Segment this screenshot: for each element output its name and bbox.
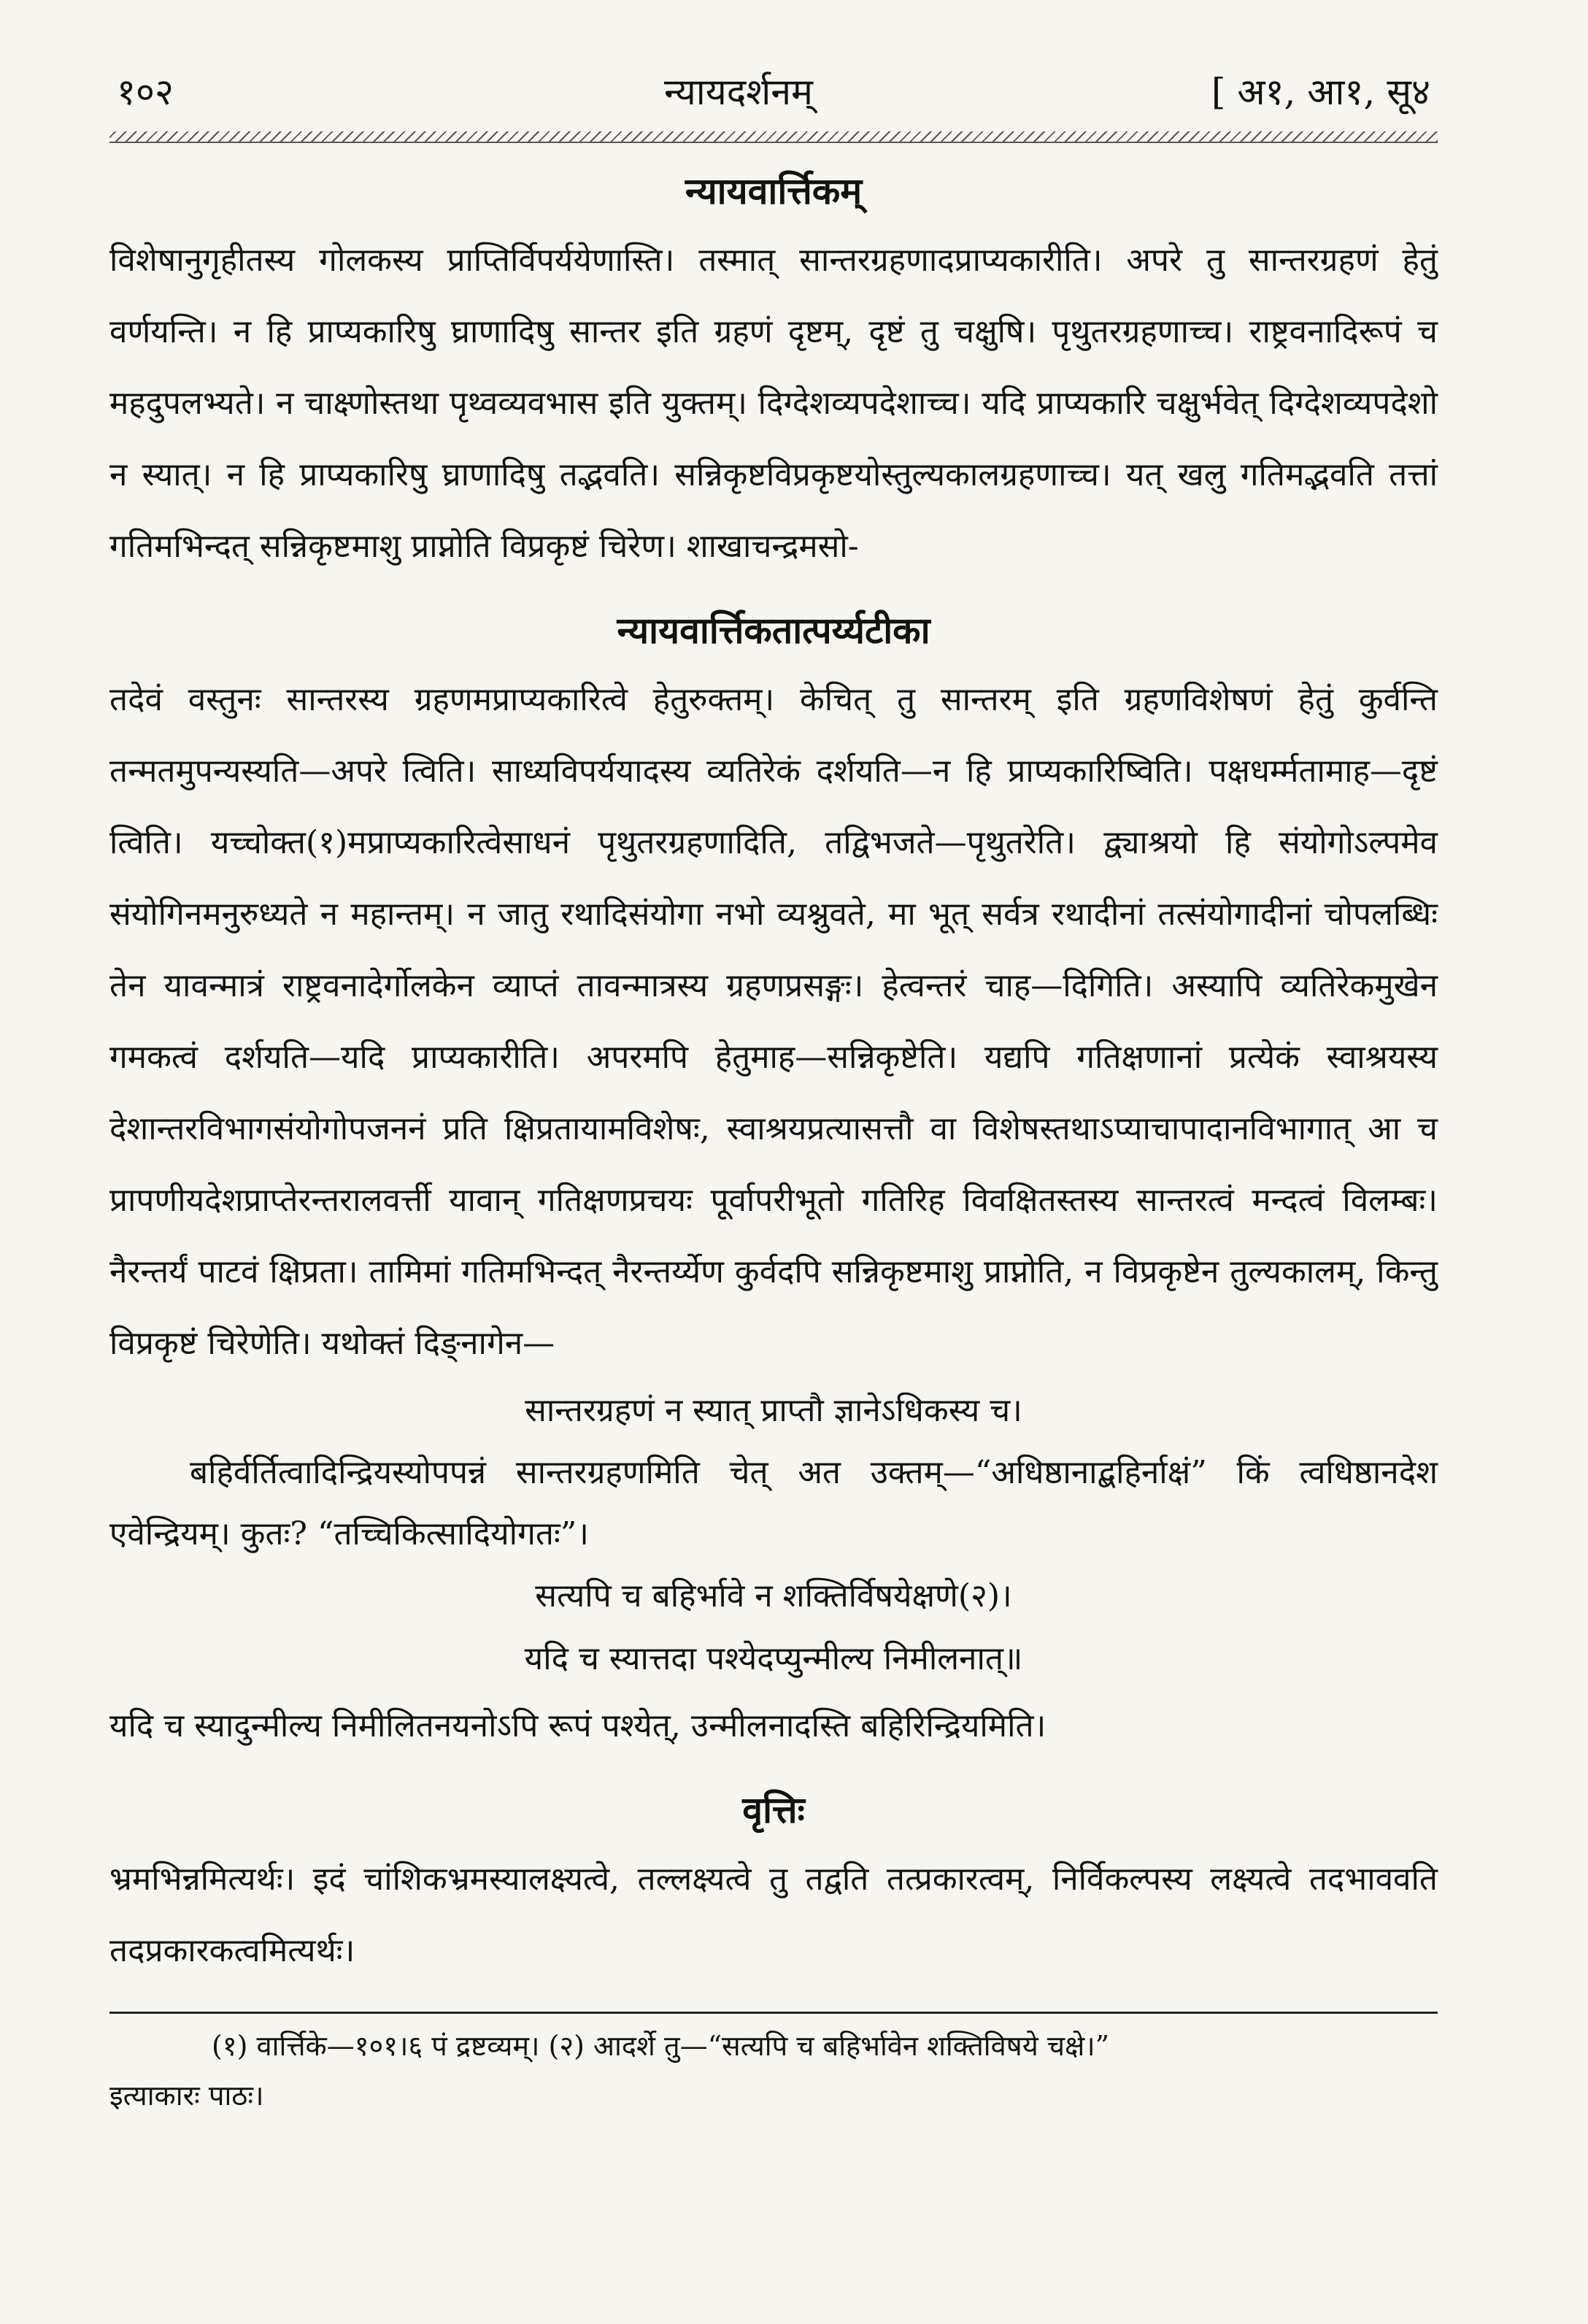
verse-2a: सत्यपि च बहिर्भावे न शक्तिर्विषयेक्षणे(२)। (535, 1577, 1012, 1615)
footnote-divider (109, 2012, 1438, 2014)
running-title: न्यायदर्शनम् (664, 71, 813, 113)
tika-text: तदेवं वस्तुनः सान्तरस्य ग्रहणमप्राप्यकारित्वे हेतुरुक्तम्। केचित् तु सान्तरम् इति ग्रहणविशेषणं हेतुं कुर्वन्ति तन्मतमुपन्यस्यति—अपरे त्विति। साध्यविपर्ययादस्य व्यतिरेकं दर्शयति—न हि प्राप्यकारिष्विति। पक्षधर्म्मतामाह—दृष्टं त्विति। यच्चोक्त(१)मप्राप्यकारित्वेसाधनं पृथुतरग्रहणादिति, तद्विभजते—पृथुतरेति। द्व्याश्रयो हि संयोगोऽल्पमेव संयोगिनमनुरुध्यते न महान्तम्। न जातु रथादिसंयोगा नभो व्यश्नुवते, मा भूत् सर्वत्र रथादीनां तत्संयोगादीनां चोपलब्धिः तेन यावन्मात्रं राष्ट्रवनादेर्गोलकेन व्याप्तं तावन्मात्रस्य ग्रहणप्रसङ्गः। हेत्वन्तरं चाह—दिगिति। अस्यापि व्यतिरेकमुखेन गमकत्वं दर्शयति—यदि प्राप्यकारीति। अपरमपि हेतुमाह—सन्निकृष्टेति। यद्यपि गतिक्षणानां प्रत्येकं स्वाश्रयस्य देशान्तरविभागसंयोगोपजननं प्रति क्षिप्रतायामविशेषः, स्वाश्रयप्रत्यासत्तौ वा विशेषस्तथाऽप्याचापादानविभागात् आ च प्रापणीयदेशप्राप्तेरन्तरालवर्त्ती यावान् गतिक्षणप्रचयः पूर्वापरीभूतो गतिरिह विवक्षितस्तस्य सान्तरत्वं मन्दत्वं विलम्बः। नैरन्तर्यं पाटवं क्षिप्रता। तामिमां गतिमभिन्दत् नैरन्तर्य्येण कुर्वदपि सन्निकृष्टमाशु प्राप्नोति, न विप्रकृष्टेन तुल्यकालम्, किन्तु विप्रकृष्टं चिरेणेति। यथोक्तं दिङ्नागेन— (109, 681, 1438, 1362)
footnote-2: इत्याकारः पाठः। (109, 2079, 264, 2112)
header-wavy-rule (109, 131, 1438, 143)
vartika-title: न्यायवार्त्तिकम् (685, 169, 863, 212)
verse-1: सान्तरग्रहणं न स्यात् प्राप्तौ ज्ञानेऽधिकस्य च। (525, 1392, 1022, 1429)
explanation-text: बहिर्वर्तित्वादिन्द्रियस्योपपन्नं सान्तरग्रहणमिति चेत् अत उक्तम्—“अधिष्ठानाद्बहिर्नाक्षं” किं त्वधिष्ठानदेश एवेन्द्रियम्। कुतः? “तच्चिकित्सादियोगतः”। (109, 1454, 1438, 1552)
verse-2b: यदि च स्यात्तदा पश्येदप्युन्मील्य निमीलनात्॥ (524, 1640, 1023, 1677)
footnote-1: (१) वार्त्तिके—१०१।६ पं द्रष्टव्यम्। (२) आदर्शे तु—“सत्यपि च बहिर्भावेन शक्तिविषये चक्षे।” (212, 2030, 1110, 2062)
page-number: १०२ (117, 71, 174, 113)
tika-title: न्यायवार्त्तिकतात्पर्य्यटीका (617, 609, 930, 652)
footnotes (109, 2021, 1438, 2120)
section-reference: [ अ१, आ१, सू४ (1211, 71, 1430, 113)
page (109, 51, 1438, 2120)
page-header (109, 51, 1438, 131)
vartika-text: विशेषानुगृहीतस्य गोलकस्य प्राप्तिर्विपर्ययेणास्ति। तस्मात् सान्तरग्रहणादप्राप्यकारीति। अपरे तु सान्तरग्रहणं हेतुं वर्णयन्ति। न हि प्राप्यकारिषु घ्राणादिषु सान्तर इति ग्रहणं दृष्टम्, दृष्टं तु चक्षुषि। पृथुतरग्रहणाच्च। राष्ट्रवनादिरूपं च महदुपलभ्यते। न चाक्ष्णोस्तथा पृथ्वव्यवभास इति युक्तम्। दिग्देशव्यपदेशाच्च। यदि प्राप्यकारि चक्षुर्भवेत् दिग्देशव्यपदेशो न स्यात्। न हि प्राप्यकारिषु घ्राणादिषु तद्भवति। सन्निकृष्टविप्रकृष्टयोस्तुल्यकालग्रहणाच्च। यत् खलु गतिमद्भवति तत्तां गतिमभिन्दत् सन्निकृष्टमाशु प्राप्नोति विप्रकृष्टं चिरेण। शाखाचन्द्रमसो- (109, 242, 1438, 565)
closing-text: यदि च स्यादुन्मील्य निमीलितनयनोऽपि रूपं पश्येत्, उन्मीलनादस्ति बहिरिन्द्रियमिति। (109, 1707, 1047, 1744)
vritti-text: भ्रमभिन्नमित्यर्थः। इदं चांशिकभ्रमस्यालक्ष्यत्वे, तल्लक्ष्यत्वे तु तद्वति तत्प्रकारत्वम्, निर्विकल्पस्य लक्ष्यत्वे तदभाववति तदप्रकारकत्वमित्यर्थः। (109, 1861, 1438, 1969)
vritti-title: वृत्तिः (742, 1788, 805, 1831)
